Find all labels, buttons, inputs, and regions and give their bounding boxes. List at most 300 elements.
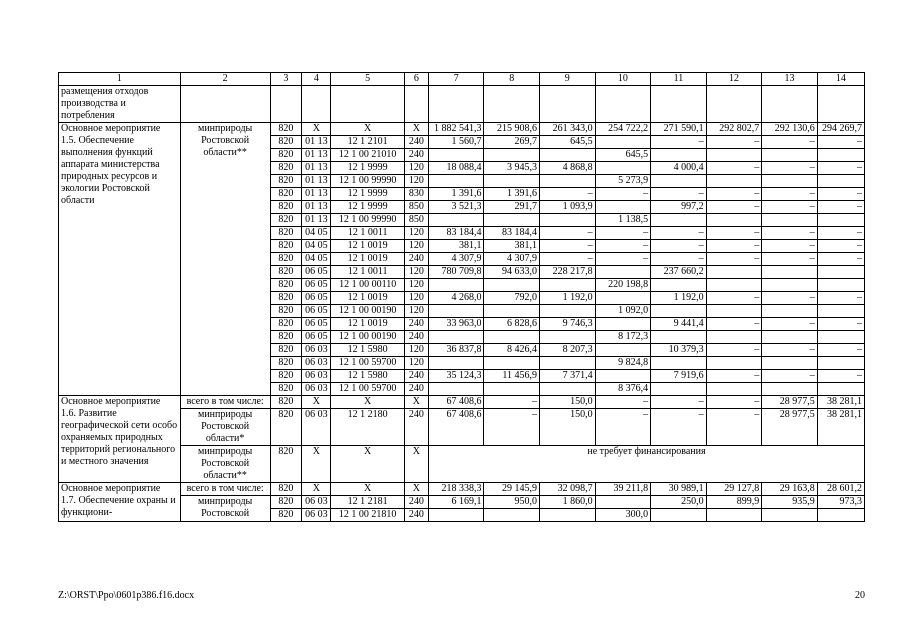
value-cell: 06 05: [302, 331, 331, 344]
value-cell: X: [404, 483, 428, 496]
value-cell: 7 371,4: [540, 370, 596, 383]
value-cell: 12 1 5980: [331, 370, 404, 383]
value-cell: 240: [404, 253, 428, 266]
value-cell: 06 03: [302, 344, 331, 357]
value-cell: 3 521,3: [428, 201, 484, 214]
value-cell: [540, 214, 596, 227]
value-cell: 645,5: [595, 149, 651, 162]
value-cell: –: [651, 396, 707, 409]
empty-cell: [484, 86, 540, 123]
value-cell: 820: [270, 370, 301, 383]
value-cell: 120: [404, 292, 428, 305]
budget-table: [58, 72, 865, 522]
value-cell: 820: [270, 292, 301, 305]
column-header: 5: [331, 73, 404, 86]
value-cell: 6 169,1: [428, 496, 484, 509]
column-header: 3: [270, 73, 301, 86]
value-cell: 38 281,1: [817, 409, 864, 446]
value-cell: 150,0: [540, 409, 596, 446]
value-cell: [706, 331, 762, 344]
value-cell: 67 408,6: [428, 396, 484, 409]
value-cell: 291,7: [484, 201, 540, 214]
value-cell: 12 1 00 00190: [331, 305, 404, 318]
value-cell: 820: [270, 409, 301, 446]
value-cell: [595, 136, 651, 149]
value-cell: 3 945,3: [484, 162, 540, 175]
value-cell: 29 163,8: [762, 483, 818, 496]
value-cell: –: [706, 370, 762, 383]
measure-name-cell: Основное мероприятие 1.6. Развитие географической сети особо охраняемых природных территорий регионального и местного значения: [59, 396, 181, 483]
footer-file-path: Z:\ORST\Ppo\0601p386.f16.docx: [58, 590, 195, 601]
value-cell: [484, 331, 540, 344]
executor-cell: минприроды Ростовской области**: [180, 446, 270, 483]
value-cell: 33 963,0: [428, 318, 484, 331]
value-cell: 06 03: [302, 357, 331, 370]
empty-cell: [651, 86, 707, 123]
column-header: 10: [595, 73, 651, 86]
value-cell: 820: [270, 214, 301, 227]
value-cell: [706, 305, 762, 318]
value-cell: –: [540, 253, 596, 266]
value-cell: –: [817, 344, 864, 357]
value-cell: 01 13: [302, 175, 331, 188]
value-cell: 1 882 541,3: [428, 123, 484, 136]
value-cell: [595, 162, 651, 175]
value-cell: 29 127,8: [706, 483, 762, 496]
value-cell: 83 184,4: [484, 227, 540, 240]
measure-name-cell: размещения отходов производства и потребления: [59, 86, 181, 123]
value-cell: 4 868,8: [540, 162, 596, 175]
value-cell: 8 426,4: [484, 344, 540, 357]
value-cell: 240: [404, 136, 428, 149]
value-cell: 120: [404, 175, 428, 188]
value-cell: –: [762, 370, 818, 383]
value-cell: [428, 509, 484, 522]
value-cell: 899,9: [706, 496, 762, 509]
value-cell: 1 093,9: [540, 201, 596, 214]
value-cell: –: [762, 162, 818, 175]
value-cell: [484, 149, 540, 162]
value-cell: 820: [270, 318, 301, 331]
value-cell: [595, 318, 651, 331]
executor-cell: всего в том числе:: [180, 396, 270, 409]
value-cell: 1 192,0: [540, 292, 596, 305]
value-cell: 292 130,6: [762, 123, 818, 136]
value-cell: 820: [270, 188, 301, 201]
value-cell: 06 05: [302, 292, 331, 305]
value-cell: 06 05: [302, 305, 331, 318]
value-cell: 294 269,7: [817, 123, 864, 136]
measure-name-cell: Основное мероприятие 1.5. Обеспечение выполнения функций аппарата министерства природных ресурсов и экологии Ростовской области: [59, 123, 181, 396]
continuation-row: [59, 86, 865, 123]
value-cell: [428, 149, 484, 162]
value-cell: [595, 344, 651, 357]
value-cell: 820: [270, 201, 301, 214]
value-cell: 381,1: [428, 240, 484, 253]
value-cell: 06 03: [302, 409, 331, 446]
value-cell: X: [331, 396, 404, 409]
value-cell: [428, 383, 484, 396]
value-cell: 12 1 00 99990: [331, 175, 404, 188]
value-cell: –: [540, 188, 596, 201]
value-cell: –: [817, 292, 864, 305]
value-cell: 250,0: [651, 496, 707, 509]
column-header: 2: [180, 73, 270, 86]
value-cell: 820: [270, 136, 301, 149]
value-cell: 30 989,1: [651, 483, 707, 496]
value-cell: [817, 279, 864, 292]
value-cell: [762, 214, 818, 227]
value-cell: –: [651, 136, 707, 149]
empty-cell: [817, 86, 864, 123]
value-cell: –: [817, 162, 864, 175]
value-cell: [484, 279, 540, 292]
value-cell: 12 1 0019: [331, 292, 404, 305]
value-cell: –: [595, 240, 651, 253]
value-cell: X: [331, 123, 404, 136]
value-cell: 18 088,4: [428, 162, 484, 175]
value-cell: –: [651, 409, 707, 446]
value-cell: 36 837,8: [428, 344, 484, 357]
value-cell: [762, 266, 818, 279]
value-cell: 830: [404, 188, 428, 201]
value-cell: 04 05: [302, 253, 331, 266]
value-cell: –: [706, 253, 762, 266]
column-header: 6: [404, 73, 428, 86]
value-cell: 12 1 2181: [331, 496, 404, 509]
value-cell: 28 601,2: [817, 483, 864, 496]
value-cell: 820: [270, 227, 301, 240]
value-cell: 8 376,4: [595, 383, 651, 396]
value-cell: [651, 331, 707, 344]
value-cell: 1 192,0: [651, 292, 707, 305]
value-cell: 12 1 00 21810: [331, 509, 404, 522]
value-cell: 820: [270, 175, 301, 188]
value-cell: 300,0: [595, 509, 651, 522]
value-cell: –: [595, 253, 651, 266]
value-cell: 83 184,4: [428, 227, 484, 240]
value-cell: –: [706, 162, 762, 175]
value-cell: [817, 149, 864, 162]
value-cell: 120: [404, 357, 428, 370]
value-cell: 06 03: [302, 509, 331, 522]
value-cell: –: [706, 227, 762, 240]
value-cell: –: [706, 409, 762, 446]
value-cell: [651, 383, 707, 396]
value-cell: [484, 175, 540, 188]
value-cell: 1 092,0: [595, 305, 651, 318]
value-cell: –: [651, 253, 707, 266]
value-cell: 820: [270, 240, 301, 253]
value-cell: 5 273,9: [595, 175, 651, 188]
value-cell: 997,2: [651, 201, 707, 214]
value-cell: 240: [404, 370, 428, 383]
value-cell: 1 391,6: [428, 188, 484, 201]
value-cell: [484, 214, 540, 227]
value-cell: 218 338,3: [428, 483, 484, 496]
value-cell: 261 343,0: [540, 123, 596, 136]
value-cell: [484, 383, 540, 396]
empty-cell: [180, 86, 270, 123]
value-cell: [540, 175, 596, 188]
value-cell: [484, 305, 540, 318]
value-cell: 12 1 00 00110: [331, 279, 404, 292]
value-cell: 29 145,9: [484, 483, 540, 496]
value-cell: 1 860,0: [540, 496, 596, 509]
value-cell: [595, 370, 651, 383]
value-cell: –: [706, 344, 762, 357]
value-cell: [651, 149, 707, 162]
value-cell: [540, 357, 596, 370]
value-cell: 01 13: [302, 162, 331, 175]
value-cell: 240: [404, 318, 428, 331]
table-row: [59, 409, 865, 446]
value-cell: 39 211,8: [595, 483, 651, 496]
value-cell: 32 098,7: [540, 483, 596, 496]
value-cell: 240: [404, 331, 428, 344]
value-cell: 792,0: [484, 292, 540, 305]
value-cell: 820: [270, 331, 301, 344]
value-cell: 12 1 9999: [331, 188, 404, 201]
value-cell: X: [404, 396, 428, 409]
empty-cell: [331, 86, 404, 123]
value-cell: [762, 509, 818, 522]
value-cell: 1 391,6: [484, 188, 540, 201]
value-cell: [817, 383, 864, 396]
value-cell: [817, 509, 864, 522]
value-cell: –: [762, 201, 818, 214]
value-cell: 237 660,2: [651, 266, 707, 279]
value-cell: 01 13: [302, 201, 331, 214]
value-cell: [651, 279, 707, 292]
value-cell: [428, 357, 484, 370]
value-cell: 120: [404, 279, 428, 292]
value-cell: 240: [404, 149, 428, 162]
header-row: [59, 73, 865, 86]
value-cell: [817, 305, 864, 318]
value-cell: 820: [270, 162, 301, 175]
value-cell: X: [302, 483, 331, 496]
executor-cell: минприроды Ростовской области*: [180, 409, 270, 446]
value-cell: [762, 383, 818, 396]
value-cell: 820: [270, 344, 301, 357]
value-cell: [651, 305, 707, 318]
value-cell: –: [762, 318, 818, 331]
value-cell: –: [706, 318, 762, 331]
value-cell: [428, 305, 484, 318]
value-cell: 01 13: [302, 136, 331, 149]
value-cell: –: [762, 253, 818, 266]
value-cell: 240: [404, 409, 428, 446]
footer-page-number: 20: [855, 590, 865, 601]
value-cell: 820: [270, 496, 301, 509]
value-cell: 820: [270, 123, 301, 136]
value-cell: 820: [270, 279, 301, 292]
value-cell: 254 722,2: [595, 123, 651, 136]
value-cell: –: [817, 253, 864, 266]
value-cell: 7 919,6: [651, 370, 707, 383]
value-cell: [540, 305, 596, 318]
empty-cell: [428, 86, 484, 123]
value-cell: 215 908,6: [484, 123, 540, 136]
empty-cell: [762, 86, 818, 123]
value-cell: 12 1 00 59700: [331, 357, 404, 370]
value-cell: [428, 175, 484, 188]
value-cell: 28 977,5: [762, 409, 818, 446]
value-cell: X: [331, 483, 404, 496]
column-header: 11: [651, 73, 707, 86]
value-cell: –: [706, 201, 762, 214]
value-cell: 935,9: [762, 496, 818, 509]
value-cell: 12 1 2180: [331, 409, 404, 446]
value-cell: 381,1: [484, 240, 540, 253]
value-cell: –: [651, 227, 707, 240]
value-cell: –: [706, 240, 762, 253]
empty-cell: [302, 86, 331, 123]
value-cell: 12 1 2101: [331, 136, 404, 149]
value-cell: 12 1 00 99990: [331, 214, 404, 227]
value-cell: 150,0: [540, 396, 596, 409]
executor-cell: минприроды Ростовской: [180, 496, 270, 522]
value-cell: –: [706, 396, 762, 409]
value-cell: 12 1 0019: [331, 318, 404, 331]
executor-cell: минприроды Ростовской области**: [180, 123, 270, 396]
value-cell: [651, 357, 707, 370]
value-cell: [706, 266, 762, 279]
value-cell: [651, 175, 707, 188]
value-cell: –: [762, 227, 818, 240]
value-cell: [762, 279, 818, 292]
value-cell: 94 633,0: [484, 266, 540, 279]
value-cell: –: [706, 188, 762, 201]
value-cell: 6 828,6: [484, 318, 540, 331]
value-cell: 12 1 00 59700: [331, 383, 404, 396]
value-cell: –: [817, 318, 864, 331]
value-cell: X: [302, 396, 331, 409]
value-cell: 240: [404, 383, 428, 396]
value-cell: 950,0: [484, 496, 540, 509]
value-cell: 120: [404, 266, 428, 279]
value-cell: 04 05: [302, 240, 331, 253]
value-cell: 01 13: [302, 188, 331, 201]
column-header: 13: [762, 73, 818, 86]
value-cell: 4 000,4: [651, 162, 707, 175]
column-header: 14: [817, 73, 864, 86]
value-cell: [651, 509, 707, 522]
value-cell: 240: [404, 509, 428, 522]
value-cell: 38 281,1: [817, 396, 864, 409]
value-cell: –: [706, 136, 762, 149]
value-cell: [817, 214, 864, 227]
value-cell: –: [595, 188, 651, 201]
value-cell: 06 03: [302, 496, 331, 509]
value-cell: 06 03: [302, 370, 331, 383]
empty-cell: [706, 86, 762, 123]
value-cell: 120: [404, 240, 428, 253]
value-cell: 1 138,5: [595, 214, 651, 227]
value-cell: [428, 214, 484, 227]
value-cell: [540, 331, 596, 344]
value-cell: [706, 214, 762, 227]
value-cell: 06 05: [302, 266, 331, 279]
value-cell: 12 1 9999: [331, 201, 404, 214]
value-cell: 12 1 0019: [331, 240, 404, 253]
value-cell: X: [302, 123, 331, 136]
value-cell: [762, 175, 818, 188]
value-cell: 12 1 0011: [331, 266, 404, 279]
value-cell: –: [762, 344, 818, 357]
value-cell: [706, 279, 762, 292]
value-cell: [595, 201, 651, 214]
value-cell: [540, 509, 596, 522]
value-cell: [540, 149, 596, 162]
value-cell: [706, 509, 762, 522]
value-cell: 820: [270, 509, 301, 522]
value-cell: 850: [404, 214, 428, 227]
column-header: 7: [428, 73, 484, 86]
value-cell: –: [540, 240, 596, 253]
value-cell: –: [817, 136, 864, 149]
value-cell: 820: [270, 253, 301, 266]
value-cell: [762, 149, 818, 162]
value-cell: 9 824,8: [595, 357, 651, 370]
column-header: 12: [706, 73, 762, 86]
value-cell: [651, 214, 707, 227]
value-cell: –: [595, 227, 651, 240]
value-cell: 820: [270, 396, 301, 409]
value-cell: 850: [404, 201, 428, 214]
column-header: 1: [59, 73, 181, 86]
value-cell: –: [817, 370, 864, 383]
value-cell: 820: [270, 383, 301, 396]
value-cell: [706, 383, 762, 396]
value-cell: –: [595, 396, 651, 409]
value-cell: [595, 266, 651, 279]
value-cell: [817, 175, 864, 188]
value-cell: 12 1 00 21010: [331, 149, 404, 162]
value-cell: –: [817, 201, 864, 214]
executor-cell: всего в том числе:: [180, 483, 270, 496]
value-cell: 820: [270, 149, 301, 162]
value-cell: 820: [270, 305, 301, 318]
value-cell: 120: [404, 344, 428, 357]
value-cell: [595, 496, 651, 509]
value-cell: –: [706, 292, 762, 305]
value-cell: [762, 357, 818, 370]
value-cell: –: [762, 188, 818, 201]
value-cell: 12 1 0011: [331, 227, 404, 240]
value-cell: [817, 266, 864, 279]
value-cell: [706, 175, 762, 188]
value-cell: 645,5: [540, 136, 596, 149]
empty-cell: [595, 86, 651, 123]
value-cell: –: [817, 227, 864, 240]
measure-row: [59, 396, 865, 409]
value-cell: 9 441,4: [651, 318, 707, 331]
value-cell: 292 802,7: [706, 123, 762, 136]
value-cell: –: [762, 292, 818, 305]
table-row: [59, 496, 865, 509]
value-cell: 01 13: [302, 214, 331, 227]
value-cell: [484, 509, 540, 522]
value-cell: 4 268,0: [428, 292, 484, 305]
value-cell: [484, 357, 540, 370]
column-header: 4: [302, 73, 331, 86]
value-cell: 220 198,8: [595, 279, 651, 292]
value-cell: 12 1 9999: [331, 162, 404, 175]
value-cell: 780 709,8: [428, 266, 484, 279]
value-cell: –: [595, 409, 651, 446]
